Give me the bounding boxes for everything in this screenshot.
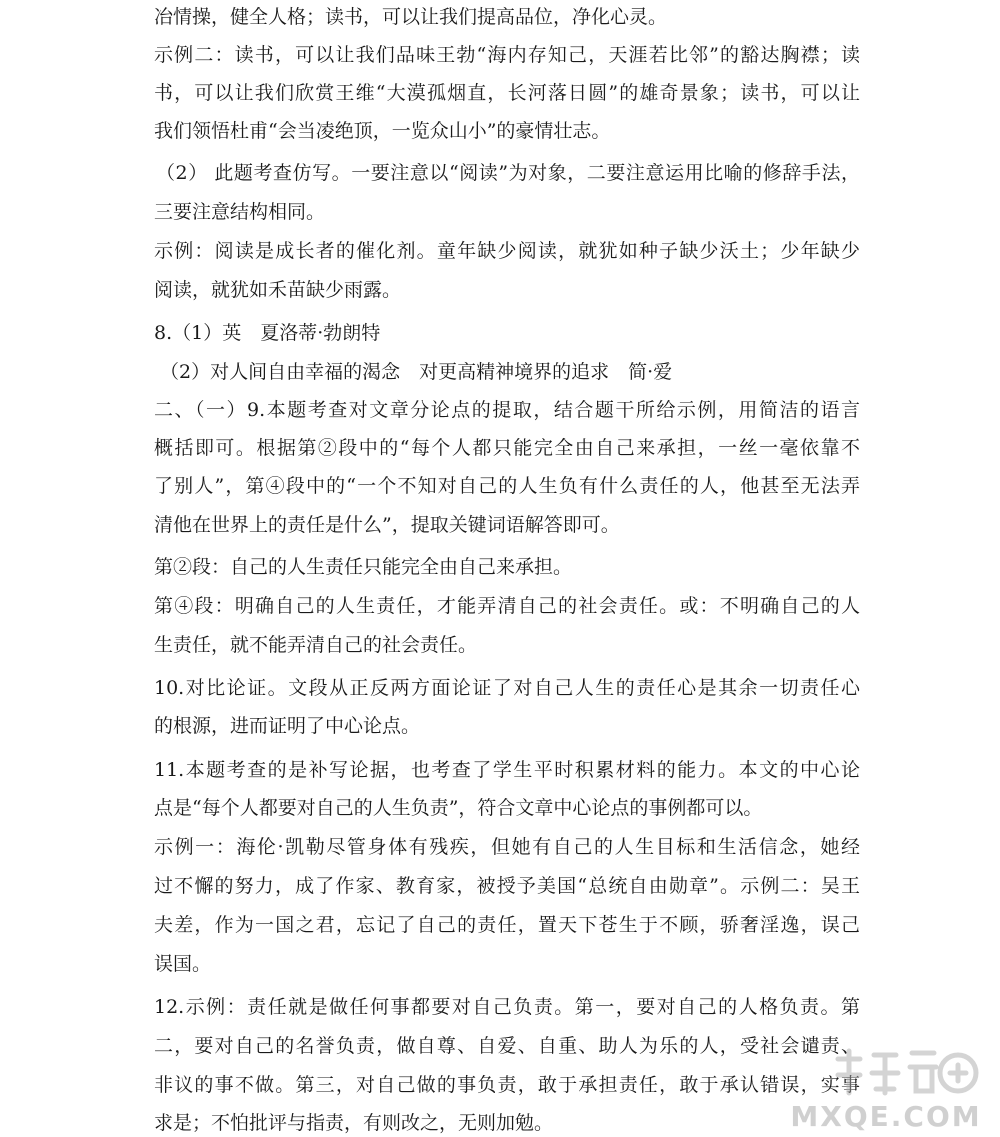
text-line: 了别人”，第④段中的“一个不知对自己的人生负有什么责任的人，他甚至无法弄 <box>154 475 860 497</box>
text-line: 误国。 <box>154 953 212 975</box>
text-line: 10.对比论证。文段从正反两方面论证了对自己人生的责任心是其余一切责任心 <box>154 677 860 699</box>
text-line: 阅读，就犹如禾苗缺少雨露。 <box>154 279 402 301</box>
text-line: 8.（1）英 夏洛蒂·勃朗特 <box>154 322 381 344</box>
text-line: 第②段：自己的人生责任只能完全由自己来承担。 <box>154 556 573 578</box>
text-line: 的根源，进而证明了中心论点。 <box>154 715 421 737</box>
text-line: 清他在世界上的责任是什么”，提取关键词语解答即可。 <box>154 514 620 536</box>
text-line: 概括即可。根据第②段中的“每个人都只能完全由自己来承担，一丝一毫依靠不 <box>154 437 860 459</box>
text-line: 第④段：明确自己的人生责任，才能弄清自己的社会责任。或：不明确自己的人 <box>154 595 860 617</box>
text-line: 冶情操，健全人格；读书，可以让我们提高品位，净化心灵。 <box>154 6 668 28</box>
text-line: 生责任，就不能弄清自己的社会责任。 <box>154 634 478 656</box>
text-line: 书，可以让我们欣赏王维“大漠孤烟直，长河落日圆”的雄奇景象；读书，可以让 <box>154 82 860 104</box>
text-line: 11.本题考查的是补写论据，也考查了学生平时积累材料的能力。本文的中心论 <box>154 759 860 781</box>
text-line: 我们领悟杜甫“会当凌绝顶，一览众山小”的豪情壮志。 <box>154 120 611 142</box>
text-line: 夫差，作为一国之君，忘记了自己的责任，置天下苍生于不顾，骄奢淫逸，误己 <box>154 914 860 936</box>
text-line: 过不懈的努力，成了作家、教育家，被授予美国“总统自由勋章”。示例二：吴王 <box>154 875 860 897</box>
text-line: （2）对人间自由幸福的渴念 对更高精神境界的追求 简·爱 <box>160 361 673 383</box>
watermark-site-text: MXQE.COM <box>790 1100 982 1133</box>
text-line: 12.示例：责任就是做任何事都要对自己负责。第一，要对自己的人格负责。第 <box>154 996 860 1018</box>
text-line: 二，要对自己的名誉负责，做自尊、自爱、自重、助人为乐的人，受社会谴责、 <box>154 1035 860 1057</box>
watermark-logo-icon <box>830 1045 980 1101</box>
text-line: 非议的事不做。第三，对自己做的事负责，敢于承担责任，敢于承认错误，实事 <box>154 1074 860 1096</box>
text-line: 示例二：读书，可以让我们品味王勃“海内存知己，天涯若比邻”的豁达胸襟；读 <box>154 44 860 66</box>
text-line: 求是；不怕批评与指责，有则改之，无则加勉。 <box>154 1112 554 1134</box>
text-line: 二、（一）9.本题考查对文章分论点的提取，结合题干所给示例，用简洁的语言 <box>154 399 860 421</box>
site-watermark <box>786 1045 986 1135</box>
text-line: 点是“每个人都要对自己的人生负责”，符合文章中心论点的事例都可以。 <box>154 797 763 819</box>
text-line: （2） 此题考查仿写。一要注意以“阅读”为对象，二要注意运用比喻的修辞手法， <box>156 162 860 184</box>
text-line: 示例一：海伦·凯勒尽管身体有残疾，但她有自己的人生目标和生活信念，她经 <box>154 836 860 858</box>
text-line: 三要注意结构相同。 <box>154 201 326 223</box>
text-line: 示例：阅读是成长者的催化剂。童年缺少阅读，就犹如种子缺少沃土；少年缺少 <box>154 240 860 262</box>
